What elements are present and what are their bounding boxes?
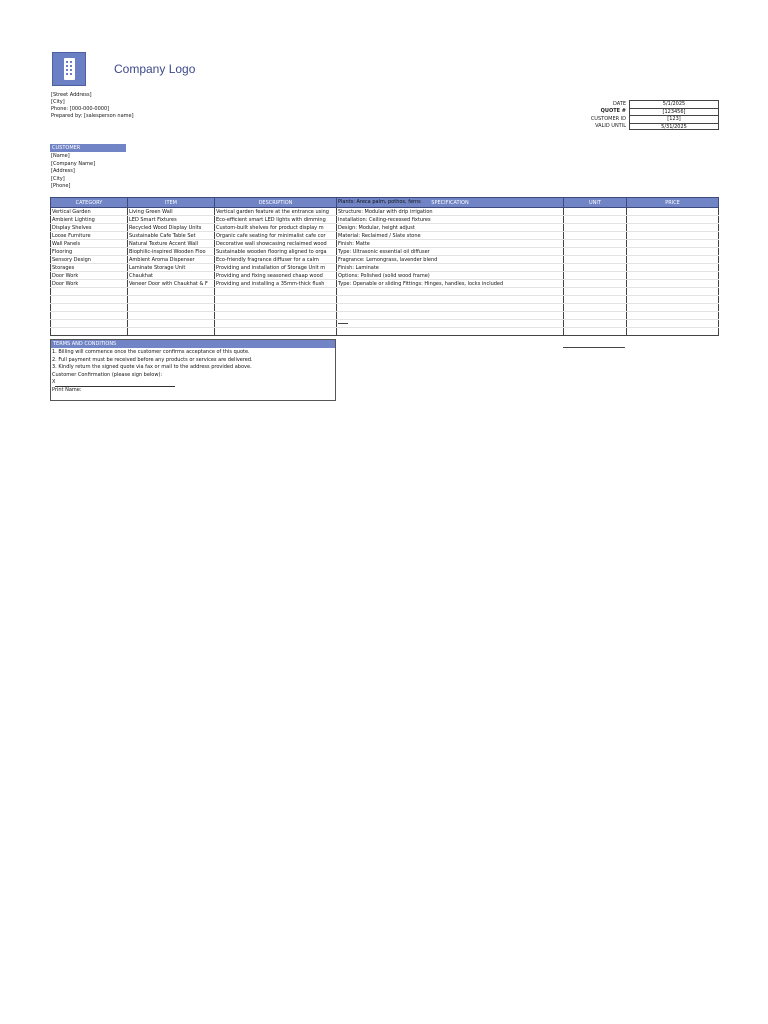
quote-meta-row (560, 108, 719, 116)
cell-specification[interactable] (337, 328, 564, 336)
cell-category[interactable]: Door Work (51, 272, 128, 280)
cell-price[interactable] (627, 224, 719, 232)
cell-specification[interactable]: Material: Reclaimed / Slate stone (337, 232, 564, 240)
cell-price[interactable] (627, 320, 719, 328)
table-row (51, 232, 719, 240)
print-name-label[interactable]: Print Name: (52, 386, 82, 393)
cell-category[interactable]: Sensory Design (51, 256, 128, 264)
cell-specification[interactable] (337, 320, 564, 328)
cell-price[interactable] (627, 296, 719, 304)
customer-details (51, 153, 95, 191)
table-row (51, 320, 719, 328)
cell-category[interactable]: Wall Panels (51, 240, 128, 248)
customer-address: [Address] (51, 168, 75, 174)
cell-item[interactable]: LED Smart Fixtures (128, 216, 215, 224)
cell-unit[interactable] (564, 312, 627, 320)
cell-unit[interactable] (564, 280, 627, 288)
table-row (51, 216, 719, 224)
cell-item[interactable] (128, 312, 215, 320)
cell-price[interactable] (627, 264, 719, 272)
cell-description[interactable]: Organic cafe seating for minimalist cafe cor (215, 232, 337, 240)
cell-unit[interactable] (564, 232, 627, 240)
header-specification (337, 198, 564, 208)
cell-description[interactable] (215, 328, 337, 336)
cell-price[interactable] (627, 216, 719, 224)
terms-line: 2. Full payment must be received before any products or services are delivered. (52, 356, 253, 363)
cell-description[interactable]: Custom-built shelves for product display m (215, 224, 337, 232)
table-row (51, 256, 719, 264)
cell-description[interactable]: Eco-friendly fragrance diffuser for a calm (215, 256, 337, 264)
cell-item[interactable]: Laminate Storage Unit (128, 264, 215, 272)
cell-specification[interactable] (337, 312, 564, 320)
table-row (51, 208, 719, 216)
cell-category[interactable] (51, 328, 128, 336)
cell-specification[interactable] (337, 296, 564, 304)
quote-meta-row (560, 100, 719, 108)
cell-specification[interactable]: Fragrance: Lemongrass, lavender blend (337, 256, 564, 264)
table-row (51, 248, 719, 256)
cell-category[interactable] (51, 320, 128, 328)
cell-description[interactable]: Providing and fixing seasoned chaap wood (215, 272, 337, 280)
cell-unit[interactable] (564, 304, 627, 312)
cell-unit[interactable] (564, 296, 627, 304)
cell-unit[interactable] (564, 216, 627, 224)
cell-specification[interactable] (337, 288, 564, 296)
cell-price[interactable] (627, 208, 719, 216)
quote-items-table (50, 197, 719, 336)
table-row (51, 304, 719, 312)
date-value[interactable]: 5/1/2025 (629, 100, 719, 108)
cell-item[interactable] (128, 288, 215, 296)
table-header-row (51, 198, 719, 208)
company-address (51, 92, 134, 120)
cell-price[interactable] (627, 240, 719, 248)
header-category: CATEGORY (51, 198, 128, 208)
cell-specification[interactable]: Finish: Matte (337, 240, 564, 248)
cell-price[interactable] (627, 256, 719, 264)
cell-description[interactable] (215, 288, 337, 296)
cell-item[interactable]: Veneer Door with Chaukhat & F (128, 280, 215, 288)
cell-item[interactable] (128, 296, 215, 304)
cell-description[interactable]: Eco-efficient smart LED lights with dimming (215, 216, 337, 224)
header-price: PRICE (627, 198, 719, 208)
terms-line: Customer Confirmation (please sign below): (52, 371, 163, 378)
cell-unit[interactable] (564, 288, 627, 296)
table-row (51, 280, 719, 288)
table-row (51, 296, 719, 304)
quote-meta-row (560, 115, 719, 123)
street-address: [Street Address] (51, 92, 92, 98)
cell-category[interactable]: Storages (51, 264, 128, 272)
cell-description[interactable] (215, 304, 337, 312)
cell-category[interactable]: Ambient Lighting (51, 216, 128, 224)
cell-description[interactable] (215, 312, 337, 320)
table-row (51, 328, 719, 336)
company-logo-text: Company Logo (114, 62, 196, 76)
cell-item[interactable]: Natural Texture Accent Wall (128, 240, 215, 248)
company-logo-icon (52, 52, 86, 86)
cell-unit[interactable] (564, 256, 627, 264)
quote-meta (560, 100, 719, 130)
cell-unit[interactable] (564, 224, 627, 232)
cell-description[interactable]: Decorative wall showcasing reclaimed wood (215, 240, 337, 248)
cell-unit[interactable] (564, 264, 627, 272)
customer-name: [Name] (51, 153, 70, 159)
quote-number-value[interactable]: [123456] (629, 108, 719, 116)
cell-specification[interactable]: Type: Openable or sliding Fittings: Hinges, handles, locks included (337, 280, 564, 288)
cell-item[interactable] (128, 320, 215, 328)
customer-id-value[interactable]: [123] (629, 115, 719, 123)
cell-description[interactable] (215, 296, 337, 304)
table-row (51, 224, 719, 232)
cell-unit[interactable] (564, 272, 627, 280)
cell-category[interactable]: Loose Furniture (51, 232, 128, 240)
table-row (51, 272, 719, 280)
terms-heading: TERMS AND CONDITIONS (51, 340, 335, 348)
cell-unit[interactable] (564, 240, 627, 248)
header-item: ITEM (128, 198, 215, 208)
spec-overlap-note: Plants: Areca palm, pothos, ferns (338, 199, 421, 205)
terms-box (50, 339, 336, 401)
cell-item[interactable]: Chaukhat (128, 272, 215, 280)
header-description: DESCRIPTION (215, 198, 337, 208)
city: [City] (51, 99, 65, 105)
header-specification-label: SPECIFICATION (431, 199, 469, 206)
cell-price[interactable] (627, 288, 719, 296)
cell-category[interactable] (51, 288, 128, 296)
cell-price[interactable] (627, 328, 719, 336)
cell-category[interactable] (51, 296, 128, 304)
table-row (51, 312, 719, 320)
cell-unit[interactable] (564, 320, 627, 328)
terms-line: 1. Billing will commence once the customer confirms acceptance of this quote. (52, 349, 250, 355)
table-divider (338, 323, 348, 324)
signature-field[interactable] (55, 381, 175, 387)
quote-number-label: QUOTE # (600, 108, 626, 115)
table-row (51, 240, 719, 248)
customer-id-label: CUSTOMER ID (590, 115, 626, 122)
cell-description[interactable]: Providing and installation of Storage Unit m (215, 264, 337, 272)
valid-until-label: VALID UNTIL (595, 123, 626, 130)
cell-price[interactable] (627, 304, 719, 312)
cell-item[interactable]: Sustainable Cafe Table Set (128, 232, 215, 240)
header-unit: UNIT (564, 198, 627, 208)
cell-item[interactable]: Recycled Wood Display Units (128, 224, 215, 232)
cell-specification[interactable] (337, 304, 564, 312)
cell-specification[interactable]: Options: Polished (solid wood frame) (337, 272, 564, 280)
cell-unit[interactable] (564, 328, 627, 336)
cell-category[interactable] (51, 312, 128, 320)
table-row (51, 288, 719, 296)
quote-meta-row (560, 123, 719, 131)
cell-category[interactable]: Door Work (51, 280, 128, 288)
table-row (51, 264, 719, 272)
cell-specification[interactable]: Finish: Laminate (337, 264, 564, 272)
cell-item[interactable]: Biophilic-inspired Wooden Floo (128, 248, 215, 256)
date-label: DATE (612, 100, 626, 107)
cell-price[interactable] (627, 232, 719, 240)
cell-item[interactable]: Ambient Aroma Dispenser (128, 256, 215, 264)
cell-category[interactable] (51, 304, 128, 312)
cell-category[interactable]: Vertical Garden (51, 208, 128, 216)
customer-phone: [Phone] (51, 183, 71, 189)
cell-description[interactable] (215, 320, 337, 328)
cell-specification[interactable]: Structure: Modular with drip irrigation (337, 208, 564, 216)
cell-specification[interactable]: Installation: Ceiling-recessed fixtures (337, 216, 564, 224)
valid-until-value[interactable]: 5/31/2025 (629, 123, 719, 131)
customer-heading: CUSTOMER (50, 144, 126, 152)
cell-description[interactable]: Sustainable wooden flooring aligned to orga (215, 248, 337, 256)
cell-price[interactable] (627, 312, 719, 320)
total-line (563, 347, 625, 348)
cell-description[interactable]: Providing and installing a 35mm-thick flush (215, 280, 337, 288)
cell-unit[interactable] (564, 248, 627, 256)
cell-price[interactable] (627, 272, 719, 280)
cell-item[interactable]: Living Green Wall (128, 208, 215, 216)
phone: Phone: [000-000-0000] (51, 106, 110, 112)
cell-category[interactable]: Flooring (51, 248, 128, 256)
cell-category[interactable]: Display Shelves (51, 224, 128, 232)
customer-city: [City] (51, 175, 65, 182)
prepared-by: Prepared by: [salesperson name] (51, 113, 134, 119)
cell-price[interactable] (627, 280, 719, 288)
cell-specification[interactable]: Design: Modular, height adjust (337, 224, 564, 232)
cell-item[interactable] (128, 304, 215, 312)
customer-company: [Company Name] (51, 160, 96, 167)
cell-price[interactable] (627, 248, 719, 256)
cell-description[interactable]: Vertical garden feature at the entrance using (215, 208, 337, 216)
cell-item[interactable] (128, 328, 215, 336)
cell-specification[interactable]: Type: Ultrasonic essential oil diffuser (337, 248, 564, 256)
terms-line: 3. Kindly return the signed quote via fax or mail to the address provided above. (52, 364, 252, 370)
cell-unit[interactable] (564, 208, 627, 216)
signature-prefix: X (52, 379, 56, 385)
signature-line[interactable] (52, 379, 334, 387)
